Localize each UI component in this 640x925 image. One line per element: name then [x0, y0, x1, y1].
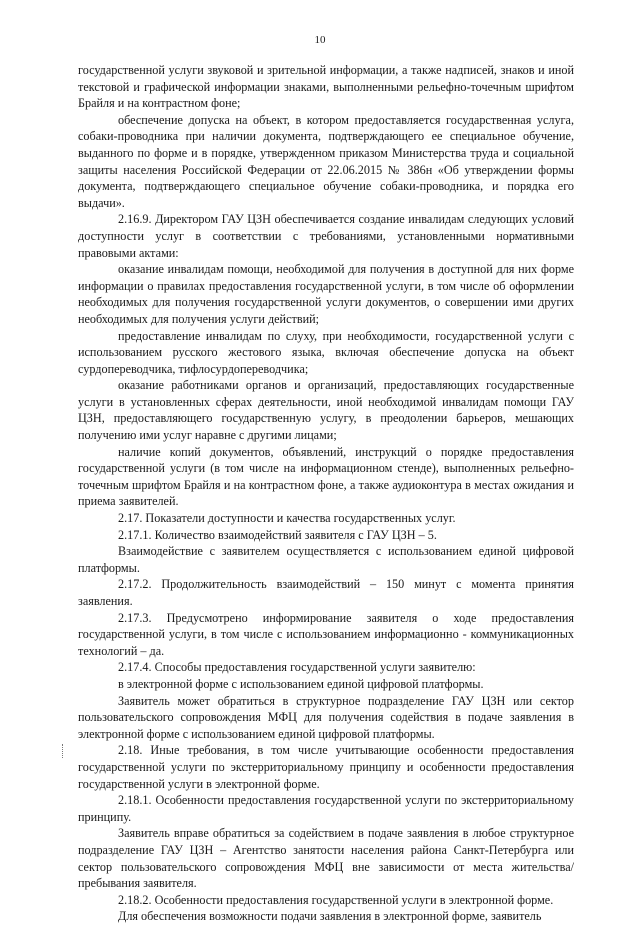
paragraph-sign-language: предоставление инвалидам по слуху, при необходимости, государственной услуги с использованием русского жестового языка, включая обеспечение допуска на объект сурдопереводчика, тифлосурдопереводчика;: [78, 328, 574, 376]
paragraph-2-17: 2.17. Показатели доступности и качества государственных услуг.: [118, 511, 456, 526]
paragraph-assistance: оказание инвалидам помощи, необходимой для получения в доступной для них форме информации о правилах предоставления государственной услуги, в том числе об оформлении необходимых для получения государственной услуги документов, о совершении ими других необходимых для получения услуги действий;: [78, 262, 574, 326]
paragraph-2-17-3: 2.17.3. Предусмотрено информирование заявителя о ходе предоставления государственной услуги, в том числе с использованием информационно - коммуникационных технологий – да.: [78, 610, 574, 658]
paragraph-extraterritorial: Заявитель вправе обратиться за содействием в подаче заявления в любое структурное подразделение ГАУ ЦЗН – Агентство занятости населения района Санкт-Петербурга или сектор пользовательского сопровождения МФЦ вне зависимости от места жительства/пребывания заявителя.: [78, 826, 574, 891]
paragraph-2-17-1: 2.17.1. Количество взаимодействий заявителя с ГАУ ЦЗН – 5.: [118, 527, 437, 542]
paragraph-2-18: 2.18. Иные требования, в том числе учитывающие особенности предоставления государственной услуги по экстерриториальному принципу и особенности предоставления государственной услуги в электронной форме.: [78, 743, 574, 791]
document-body: [78, 62, 574, 925]
paragraph-braille-copies: наличие копий документов, объявлений, инструкций о порядке предоставления государственной услуги (в том числе на информационном стенде), выполненных рельефно-точечным шрифтом Брайля и на контрастном фоне, а также аудиоконтура в местах ожидания и приема заявителей.: [78, 444, 574, 509]
paragraph-2-16-9: 2.16.9. Директором ГАУ ЦЗН обеспечивается создание инвалидам следующих условий доступности услуг в соответствии с требованиями, установленными нормативными правовыми актами:: [78, 212, 574, 260]
paragraph-2-17-2: 2.17.2. Продолжительность взаимодействий – 150 минут с момента принятия заявления.: [78, 577, 574, 608]
page-number: 10: [314, 34, 326, 46]
paragraph-electronic-submission: Для обеспечения возможности подачи заявления в электронной форме, заявитель: [118, 909, 542, 924]
paragraph-guide-dog: обеспечение допуска на объект, в котором предоставляется государственная услуга, собаки-проводника при наличии документа, подтверждающего ее специальное обучение, выданного по форме и в порядке, утвержденном приказом Министерства труда и социальной защиты населения Российской Федерации от 22.06.2015 № 386н «Об утверждении формы документа, подтверждающего специальное обучение собаки-проводника, и порядка его выдачи».: [78, 112, 574, 210]
paragraph-2-18-1: 2.18.1. Особенности предоставления государственной услуги по экстерриториальному принципу.: [78, 793, 574, 824]
paragraph-staff-assistance: оказание работниками органов и организаций, предоставляющих государственные услуги в установленных сферах деятельности, иной необходимой инвалидам помощи ГАУ ЦЗН, предоставляющего государственную услугу, в преодолении барьеров, мешающих получению ими услуг наравне с другими лицами;: [78, 378, 574, 443]
paragraph-accessibility-info: государственной услуги звуковой и зрительной информации, а также надписей, знаков и иной текстовой и графической информации знаками, выполненными рельефно-точечным шрифтом Брайля и на контрастном фоне;: [78, 63, 574, 111]
paragraph-interaction-platform: Взаимодействие с заявителем осуществляется с использованием единой цифровой платформы.: [78, 544, 574, 575]
margin-scan-mark: [62, 744, 65, 758]
paragraph-2-17-4: 2.17.4. Способы предоставления государственной услуги заявителю:: [118, 660, 476, 675]
paragraph-electronic-form: в электронной форме с использованием единой цифровой платформы.: [118, 676, 484, 691]
paragraph-applicant-may-apply: Заявитель может обратиться в структурное подразделение ГАУ ЦЗН или сектор пользовательского сопровождения МФЦ для получения содействия в подаче заявления в электронной форме с использованием единой цифровой платформы.: [78, 693, 574, 741]
paragraph-2-18-2: 2.18.2. Особенности предоставления государственной услуги в электронной форме.: [118, 892, 554, 907]
